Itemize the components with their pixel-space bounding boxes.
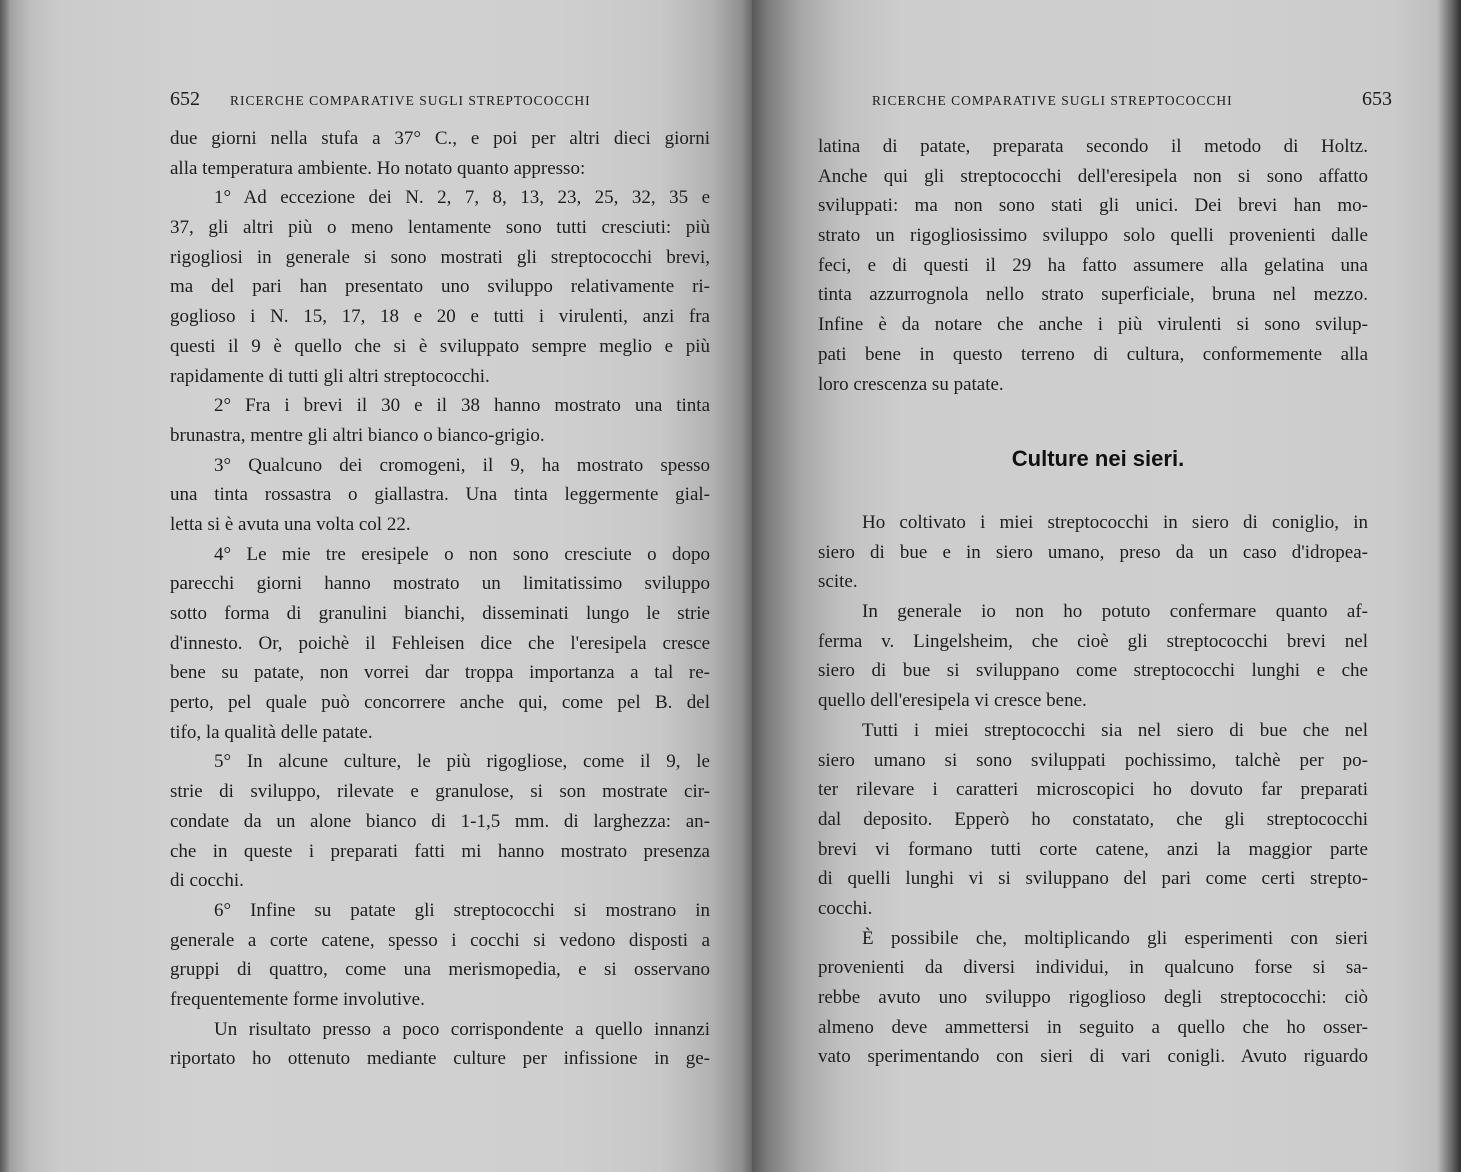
text-line: questi il 9 è quello che si è sviluppato sempre meglio e più <box>170 335 710 357</box>
text-line: goglioso i N. 15, 17, 18 e 20 e tutti i virulenti, anzi fra <box>170 306 710 328</box>
text-line: Un risultato presso a poco corrispondente a quello innanzi <box>214 1018 710 1040</box>
text-line: di cocchi. <box>170 870 244 892</box>
right-body-text-top <box>818 132 1368 399</box>
text-line: siero umano si sono sviluppati pochissimo, talchè per po- <box>818 749 1368 771</box>
text-line: 1° Ad eccezione dei N. 2, 7, 8, 13, 23, 25, 32, 35 e <box>214 187 710 209</box>
text-line: due giorni nella stufa a 37° C., e poi per altri dieci giorni <box>170 128 710 149</box>
text-line: 2° Fra i brevi il 30 e il 38 hanno mostrato una tinta <box>214 395 710 417</box>
text-line: gruppi di quattro, come una merismopedia, e si osservano <box>170 959 710 981</box>
text-line: 37, gli altri più o meno lentamente sono tutti cresciuti: più <box>170 217 710 239</box>
text-line: alla temperatura ambiente. Ho notato quanto appresso: <box>170 157 586 179</box>
text-line: feci, e di questi il 29 ha fatto assumere alla gelatina una <box>818 254 1368 276</box>
text-line: rapidamente di tutti gli altri streptococchi. <box>170 365 490 387</box>
text-line: cocchi. <box>818 897 873 919</box>
text-line: letta si è avuta una volta col 22. <box>170 513 411 535</box>
text-line: perto, pel quale può concorrere anche qui, come pel B. del <box>170 692 710 714</box>
text-line: condate da un alone bianco di 1-1,5 mm. di larghezza: an- <box>170 810 710 832</box>
text-line: brunastra, mentre gli altri bianco o bianco-grigio. <box>170 424 545 446</box>
text-line: 6° Infine su patate gli streptococchi si mostrano in <box>214 899 710 921</box>
text-line: È possibile che, moltiplicando gli esperimenti con sieri <box>862 927 1368 949</box>
text-line: Infine è da notare che anche i più virulenti si sono svilup- <box>818 314 1368 336</box>
text-line: quello dell'eresipela vi cresce bene. <box>818 690 1087 712</box>
text-line: almeno deve ammettersi in seguito a quello che ho osser- <box>818 1016 1368 1038</box>
text-line: Anche qui gli streptococchi dell'eresipela non si sono affatto <box>818 165 1368 187</box>
right-body-text-bottom <box>818 508 1368 1072</box>
text-line: loro crescenza su patate. <box>818 373 1004 395</box>
text-line: che in queste i preparati fatti mi hanno mostrato presenza <box>170 840 710 862</box>
text-line: di quelli lunghi vi si sviluppano del pari come certi strepto- <box>818 868 1368 890</box>
left-running-head <box>170 88 710 112</box>
text-line: generale a corte catene, spesso i cocchi si vedono disposti a <box>170 929 710 951</box>
right-running-head <box>872 88 1392 112</box>
text-line: dal deposito. Epperò ho constatato, che gli streptococchi <box>818 808 1368 830</box>
left-page-number: 652 <box>170 88 200 110</box>
text-line: d'innesto. Or, poichè il Fehleisen dice che l'eresipela cresce <box>170 632 710 654</box>
text-line: scite. <box>818 571 858 593</box>
text-line: sotto forma di granulini bianchi, disseminati lungo le strie <box>170 603 710 624</box>
text-line: 5° In alcune culture, le più rigogliose, come il 9, le <box>214 751 710 773</box>
text-line: parecchi giorni hanno mostrato un limitatissimo sviluppo <box>170 573 710 595</box>
right-page <box>752 0 1461 1172</box>
text-line: Ho coltivato i miei streptococchi in siero di coniglio, in <box>862 512 1368 533</box>
text-line: strato un rigogliosissimo sviluppo solo quelli provenienti dalle <box>818 225 1368 247</box>
text-line: In generale io non ho potuto confermare quanto af- <box>862 601 1368 623</box>
text-line: 4° Le mie tre eresipele o non sono cresciute o dopo <box>214 543 710 565</box>
left-body-text <box>170 124 710 1074</box>
text-line: sviluppati: ma non sono stati gli unici. Dei brevi han mo- <box>818 195 1368 217</box>
text-line: ferma v. Lingelsheim, che cioè gli streptococchi brevi nel <box>818 630 1368 652</box>
text-line: brevi vi formano tutti corte catene, anzi la maggior parte <box>818 838 1368 860</box>
text-line: bene su patate, non vorrei dar troppa importanza a tal re- <box>170 662 710 684</box>
text-line: siero di bue e in siero umano, preso da un caso d'idropea- <box>818 541 1368 563</box>
left-running-title: RICERCHE COMPARATIVE SUGLI STREPTOCOCCHI <box>230 93 591 108</box>
text-line: rigogliosi in generale si sono mostrati gli streptococchi brevi, <box>170 246 710 268</box>
right-page-number: 653 <box>1362 88 1392 110</box>
text-line: provenienti da diversi individui, in qualcuno forse si sa- <box>818 957 1368 979</box>
text-line: Tutti i miei streptococchi sia nel siero di bue che nel <box>862 719 1368 741</box>
right-running-title: RICERCHE COMPARATIVE SUGLI STREPTOCOCCHI <box>872 93 1233 108</box>
text-line: una tinta rossastra o giallastra. Una tinta leggermente gial- <box>170 484 710 506</box>
text-line: rebbe avuto uno sviluppo rigoglioso degli streptococchi: ciò <box>818 987 1368 1008</box>
text-line: 3° Qualcuno dei cromogeni, il 9, ha mostrato spesso <box>214 454 710 476</box>
text-line: ma del pari han presentato uno sviluppo relativamente ri- <box>170 276 710 298</box>
text-line: latina di patate, preparata secondo il metodo di Holtz. <box>818 136 1368 157</box>
text-line: vato sperimentando con sieri di vari conigli. Avuto riguardo <box>818 1046 1368 1068</box>
text-line: tifo, la qualità delle patate. <box>170 721 373 743</box>
text-line: ter rilevare i caratteri microscopici ho dovuto far preparati <box>818 779 1368 801</box>
text-line: siero di bue si sviluppano come streptococchi lunghi e che <box>818 660 1368 682</box>
section-heading: Culture nei sieri. <box>1011 446 1185 471</box>
text-line: strie di sviluppo, rilevate e granulose, si son mostrate cir- <box>170 781 710 803</box>
text-line: tinta azzurrognola nello strato superficiale, bruna nel mezzo. <box>818 284 1368 306</box>
text-line: riportato ho ottenuto mediante culture per infissione in ge- <box>170 1048 710 1070</box>
text-line: pati bene in questo terreno di cultura, conformemente alla <box>818 343 1368 365</box>
text-line: frequentemente forme involutive. <box>170 988 425 1010</box>
